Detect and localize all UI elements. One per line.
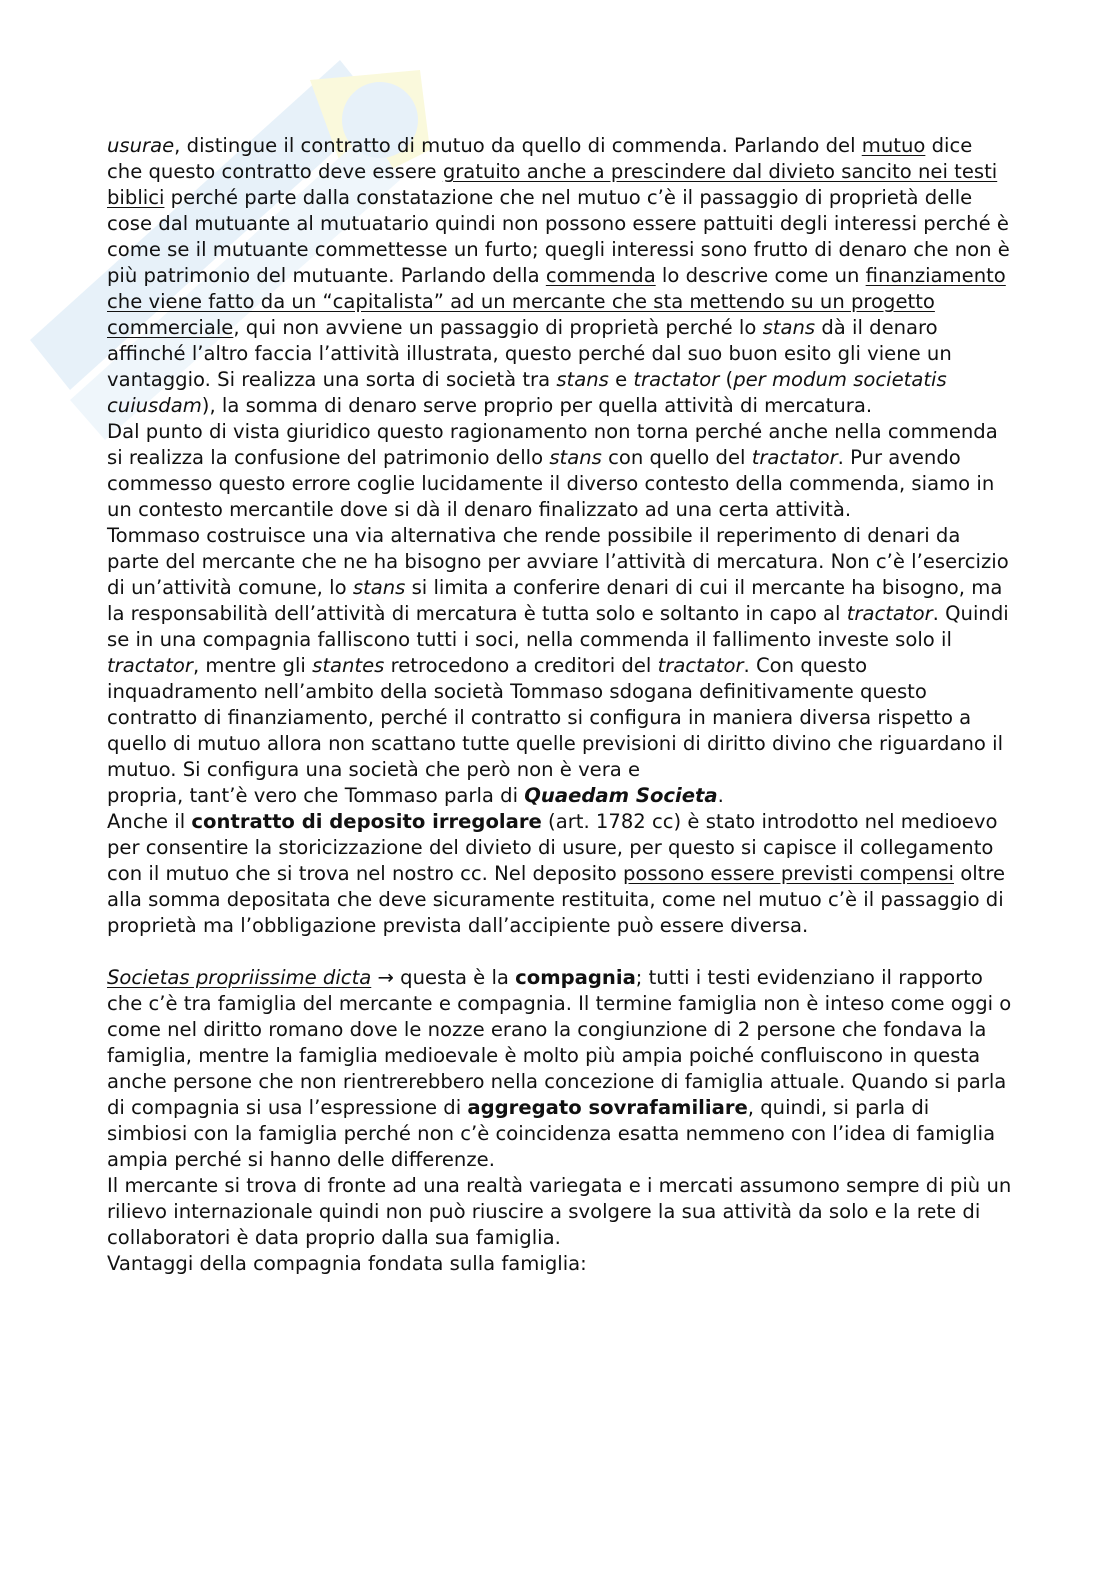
text-span: lo descrive come un <box>655 264 866 287</box>
text-span: , qui non avviene un passaggio di proprietà perché lo <box>233 316 763 339</box>
paragraph-compagnia <box>107 965 1012 1173</box>
paragraph-gap <box>107 939 1012 965</box>
paragraph-vantaggi <box>107 1251 1012 1277</box>
italic-term: tractator <box>751 446 838 469</box>
bold-term: aggregato sovrafamiliare <box>467 1096 748 1119</box>
italic-term: tractator <box>633 368 720 391</box>
bold-term: compagnia <box>515 966 636 989</box>
italic-term: stans <box>549 446 602 469</box>
text-span: con quello del <box>601 446 752 469</box>
paragraph-giuridico <box>107 419 1012 523</box>
text-span: Dal punto di vista giuridico questo ragionamento non torna perché anche nella commenda si realizza la confusione del patrimonio dello <box>107 420 998 469</box>
paragraph-deposito-irregolare <box>107 809 1012 939</box>
document-body <box>107 133 1012 1277</box>
paragraph-mercante-famiglia <box>107 1173 1012 1251</box>
text-span: perché parte dalla constatazione che nel mutuo c’è il passaggio di proprietà delle cose dal mutuante al mutuatario quindi non possono essere pattuiti degli interessi perché è come se il mutuante commettesse un furto; quegli interessi sono frutto di denaro che non è più patrimonio del mutuante. Parlando della <box>107 186 1010 287</box>
text-span: (art. 1782 cc) è stato introdotto nel medioevo per consentire la storicizzazione del divieto di usure, per questo si capisce il collegamento con il mutuo che si trova nel nostro cc. Nel deposito <box>107 810 998 885</box>
text-span: Vantaggi della compagnia fondata sulla famiglia: <box>107 1252 587 1275</box>
text-span: Anche il <box>107 810 192 833</box>
italic-term: stans <box>762 316 816 339</box>
text-span: dice che questo contratto deve essere <box>107 134 973 183</box>
text-span: . Con questo inquadramento nell’ambito della società Tommaso sdogana definitivamente questo contratto di finanziamento, perché il contratto si configura in maniera diversa rispetto a quello di mutuo allora non scattano tutte quelle previsioni di diritto divino che riguardano il mutuo. Si configura una società che però non è vera e <box>107 654 1004 781</box>
text-span: . Pur avendo commesso questo errore coglie lucidamente il diverso contesto della commenda, siamo in un contesto mercantile dove si dà il denaro finalizzato ad una certa attività. <box>107 446 995 521</box>
text-span: ( <box>719 368 734 391</box>
text-span: Tommaso costruisce una via alternativa che rende possibile il reperimento di denari da parte del mercante che ne ha bisogno per avviare l’attività di mercatura. Non c’è l’esercizio di un’attività comune, lo <box>107 524 1009 599</box>
text-span: ; tutti i testi evidenziano il rapporto che c’è tra famiglia del mercante e compagnia. Il termine famiglia non è inteso come oggi o come nel diritto romano dove le nozze erano la congiunzione di 2 persone che fondava la famiglia, mentre la famiglia medioevale è molto più ampia poiché confluiscono in questa anche persone che non rientrerebbero nella concezione di famiglia attuale. Quando si parla di compagnia si usa l’espressione di <box>107 966 1012 1119</box>
italic-term: tractator <box>846 602 933 625</box>
text-span: . <box>717 784 724 807</box>
underlined-term: commenda <box>545 264 656 287</box>
text-span: e <box>608 368 634 391</box>
text-span: , mentre gli <box>192 654 313 677</box>
italic-term: stans <box>556 368 609 391</box>
text-span: → questa è la <box>371 966 516 989</box>
text-span: oltre alla somma depositata che deve sicuramente restituita, come nel mutuo c’è il passaggio di proprietà ma l’obbligazione prevista dall’accipiente può essere diversa. <box>107 862 1006 937</box>
text-span: retrocedono a creditori del <box>384 654 658 677</box>
text-span: ), la somma di denaro serve proprio per quella attività di mercatura. <box>201 394 873 417</box>
paragraph-quaedam-societa <box>107 783 1012 809</box>
text-span: , distingue il contratto di mutuo da quello di commenda. Parlando del <box>174 134 862 157</box>
underlined-phrase: gratuito anche a prescindere dal divieto sancito nei testi biblici <box>107 160 998 209</box>
text-span: . Quindi se in una compagnia falliscono tutti i soci, nella commenda il fallimento investe solo il <box>107 602 1009 651</box>
italic-underlined-term: Societas propriissime dicta <box>107 966 372 989</box>
text-span: Il mercante si trova di fronte ad una realtà variegata e i mercati assumono sempre di più un rilievo internazionale quindi non può riuscire a svolgere la sua attività da solo e la rete di collaboratori è data proprio dalla sua famiglia. <box>107 1174 1012 1249</box>
italic-term: stans <box>352 576 406 599</box>
text-span: , quindi, si parla di simbiosi con la famiglia perché non c’è coincidenza esatta nemmeno con l’idea di famiglia ampia perché si hanno delle differenze. <box>107 1096 996 1171</box>
italic-term: tractator <box>107 654 193 677</box>
underlined-phrase: finanziamento che viene fatto da un “capitalista” ad un mercante che sta mettendo su un progetto commerciale <box>107 264 1006 339</box>
paragraph-mutuo-commenda <box>107 133 1012 419</box>
text-span: dà il denaro affinché l’altro faccia l’attività illustrata, questo perché dal suo buon esito gli viene un vantaggio. Si realizza una sorta di società tra <box>107 316 952 391</box>
italic-term: tractator <box>657 654 744 677</box>
underlined-phrase: possono essere previsti compensi <box>622 862 954 885</box>
paragraph-tommaso <box>107 523 1012 783</box>
italic-term: stantes <box>312 654 385 677</box>
bold-italic-term: Quaedam Societa <box>524 784 718 807</box>
underlined-term: mutuo <box>861 134 926 157</box>
text-span: si limita a conferire denari di cui il mercante ha bisogno, ma la responsabilità dell’attività di mercatura è tutta solo e soltanto in capo al <box>107 576 1003 625</box>
italic-term: per modum societatis cuiusdam <box>107 368 947 417</box>
text-span: propria, tant’è vero che Tommaso parla di <box>107 784 525 807</box>
italic-term: usurae <box>107 134 175 157</box>
bold-term: contratto di deposito irregolare <box>191 810 542 833</box>
